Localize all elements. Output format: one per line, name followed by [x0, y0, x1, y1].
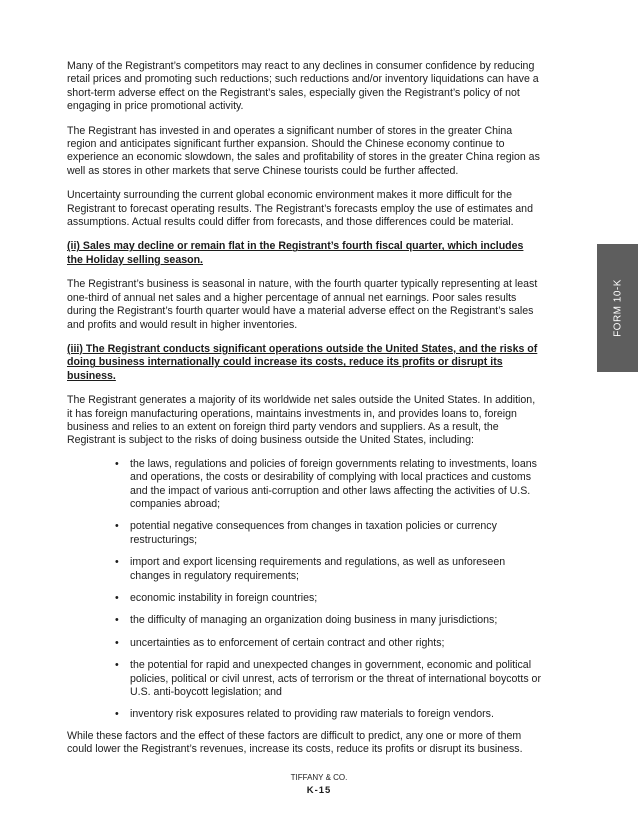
list-item	[67, 520, 542, 547]
list-item	[67, 592, 542, 605]
bullet-mark: •	[115, 708, 119, 721]
list-item	[67, 614, 542, 627]
paragraph-seasonal: The Registrant’s business is seasonal in nature, with the fourth quarter typically representing at least one-third of annual net sales and a higher percentage of annual net earnings. Poor sales results during the Registrant’s fourth quarter would have a material adverse effect on the Registrant’s sales and profits and would result in higher inventories.	[67, 278, 538, 331]
page-number: K-15	[306, 785, 332, 796]
bullet-mark: •	[115, 520, 119, 533]
list-item	[67, 708, 542, 721]
paragraph-uncertainty: Uncertainty surrounding the current global economic environment makes it more difficult for the Registrant to forecast operating results. The Registrant’s forecasts employ the use of estimates and assumptions. Actual results could differ from forecasts, and those differences could be material.	[67, 189, 533, 229]
side-tab-label: FORM 10-K	[612, 279, 623, 337]
list-item-text: the difficulty of managing an organization doing business in many jurisdictions;	[130, 614, 498, 627]
list-item-text: uncertainties as to enforcement of certain contract and other rights;	[130, 636, 445, 649]
bullet-mark: •	[115, 614, 119, 627]
list-item	[67, 556, 542, 583]
list-item	[67, 637, 542, 650]
footer-company-name: TIFFANY & CO.	[290, 773, 348, 782]
list-item	[67, 659, 542, 699]
heading-international-risk: (iii) The Registrant conducts significant operations outside the United States, and the risks of doing business internationally could increase its costs, reduce its profits or disrupt its business.	[67, 342, 538, 382]
bullet-mark: •	[115, 636, 119, 649]
paragraph-competitors: Many of the Registrant’s competitors may react to any declines in consumer confidence by reducing retail prices and promoting such reductions; such reductions and/or inventory liquidations can have a short-term adverse effect on the Registrant’s sales, especially given the Registrant’s policy of not engaging in price promotional activity.	[67, 60, 539, 113]
list-item	[67, 458, 542, 512]
list-item-text: import and export licensing requirements and regulations, as well as unforeseen changes in regulatory requirements;	[130, 556, 506, 582]
document-body	[67, 60, 542, 768]
bullet-mark: •	[115, 556, 119, 569]
form-10k-side-tab	[597, 244, 638, 372]
paragraph-international: The Registrant generates a majority of its worldwide net sales outside the United States. In addition, it has foreign manufacturing operations, maintains investments in, and provides loans to, foreign business and relies to an extent on foreign third party vendors and suppliers. As a result, the Registrant is subject to the risks of doing business outside the United States, including:	[67, 394, 536, 447]
risk-list	[67, 458, 542, 722]
paragraph-china: The Registrant has invested in and operates a significant number of stores in the greater China region and anticipates significant further expansion. Should the Chinese economy continue to experience an economic slowdown, the sales and profitability of stores in the greater China region as well as stores in other markets that serve Chinese tourists could be further affected.	[67, 124, 540, 177]
list-item-text: the laws, regulations and policies of foreign governments relating to investments, loans and operations, the costs or desirability of complying with local practices and customs and the impact of various anti-corruption and other laws affecting the activities of U.S. companies abroad;	[130, 457, 537, 510]
paragraph-closing: While these factors and the effect of these factors are difficult to predict, any one or more of them could lower the Registrant’s revenues, increase its costs, reduce its profits or disrupt its business.	[67, 729, 523, 756]
list-item-text: inventory risk exposures related to providing raw materials to foreign vendors.	[130, 708, 494, 721]
list-item-text: the potential for rapid and unexpected changes in government, economic and political policies, political or civil unrest, acts of terrorism or the threat of international boycotts or U.S. anti-boycott legislation; and	[130, 659, 541, 699]
heading-seasonal-risk: (ii) Sales may decline or remain flat in the Registrant’s fourth fiscal quarter, which includes the Holiday selling season.	[67, 240, 524, 266]
bullet-mark: •	[115, 659, 119, 672]
list-item-text: potential negative consequences from changes in taxation policies or currency restructurings;	[130, 520, 497, 546]
list-item-text: economic instability in foreign countries;	[130, 592, 318, 604]
bullet-mark: •	[115, 592, 119, 604]
bullet-mark: •	[115, 457, 119, 470]
